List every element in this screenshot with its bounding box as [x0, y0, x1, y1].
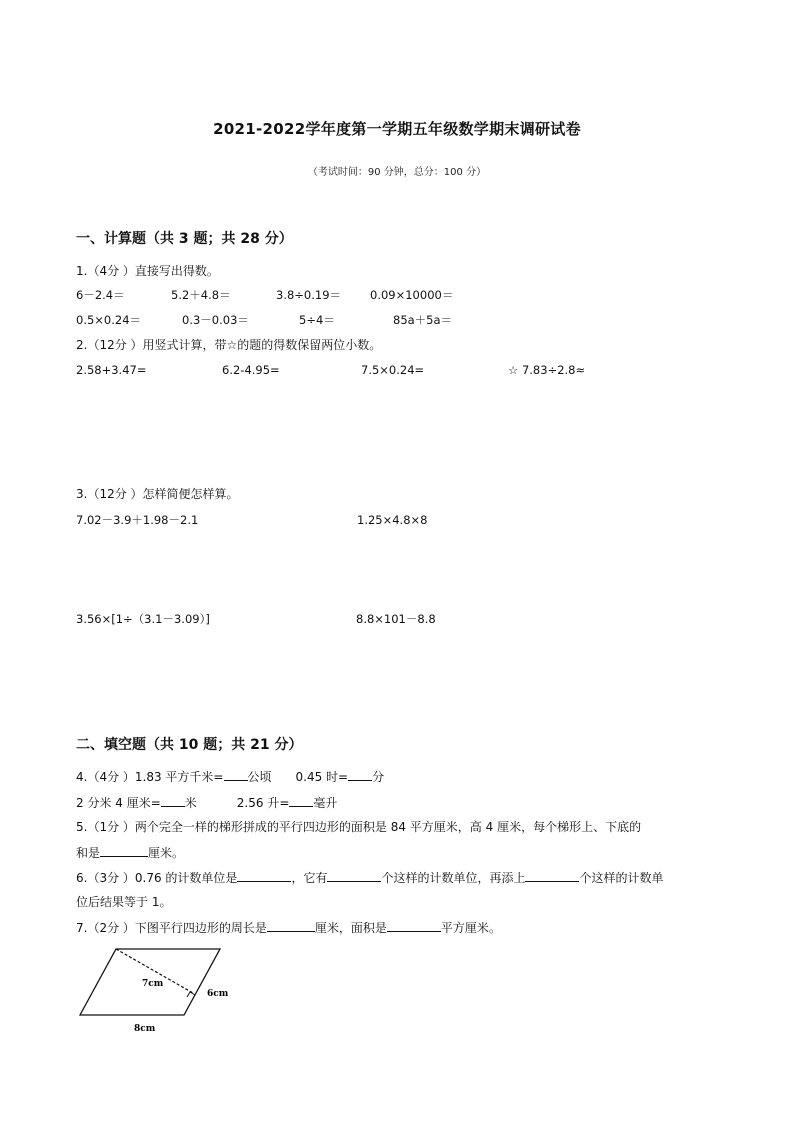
- question-6-line-1: [76, 869, 663, 886]
- q4-text: 4.（4分 ）1.83 平方千米=: [76, 770, 224, 784]
- page-title: 2021-2022学年度第一学期五年级数学期末调研试卷: [213, 120, 581, 138]
- q1-item: 3.8÷0.19＝: [276, 288, 342, 302]
- q5-text: 厘米。: [148, 846, 185, 860]
- q2-item: 2.58+3.47=: [76, 363, 147, 377]
- section-heading-fill-blank: 二、填空题（共 10 题；共 21 分）: [76, 737, 303, 753]
- question-5-line-1: 5.（1分 ）两个完全一样的梯形拼成的平行四边形的面积是 84 平方厘米，高 4 厘米，每个梯形上、下底的: [76, 820, 642, 834]
- q4-text: 分: [372, 770, 385, 784]
- q1-item: 85a＋5a＝: [393, 313, 453, 327]
- answer-blank[interactable]: [267, 919, 315, 932]
- q6-text: 个这样的计数单: [579, 871, 664, 885]
- answer-blank[interactable]: [387, 919, 441, 932]
- answer-blank[interactable]: [525, 869, 579, 882]
- q7-text: 7.（2分 ）下图平行四边形的周长是: [76, 921, 267, 935]
- question-4-line-2: [76, 794, 337, 811]
- q2-item: 7.5×0.24=: [361, 363, 425, 377]
- question-7-line: [76, 919, 501, 936]
- question-5-line-2: [76, 844, 184, 861]
- q2-item: 6.2-4.95=: [222, 363, 280, 377]
- answer-blank[interactable]: [237, 869, 291, 882]
- q4-text: 2.56 升=: [236, 796, 290, 810]
- q6-text: 个这样的计数单位，再添上: [381, 871, 526, 885]
- q6-text: ，它有: [291, 871, 328, 885]
- label-base: 8cm: [134, 1024, 156, 1034]
- answer-blank[interactable]: [100, 844, 148, 857]
- q4-text: 米: [184, 796, 197, 810]
- label-diagonal: 7cm: [142, 979, 164, 989]
- q4-text: 0.45 时=: [295, 770, 349, 784]
- q5-text: 和是: [76, 846, 101, 860]
- answer-blank[interactable]: [224, 768, 248, 781]
- q7-text: 厘米，面积是: [314, 921, 387, 935]
- question-1-stem: 1.（4分 ）直接写出得数。: [76, 264, 219, 278]
- answer-blank[interactable]: [161, 794, 185, 807]
- q1-item: 0.5×0.24＝: [76, 313, 142, 327]
- section-heading-calculation: 一、计算题（共 3 题；共 28 分）: [76, 231, 293, 247]
- q7-text: 平方厘米。: [440, 921, 501, 935]
- q4-text: 毫升: [313, 796, 338, 810]
- q1-item: 5÷4＝: [299, 313, 335, 327]
- question-4-line-1: [76, 768, 384, 785]
- question-3-stem: 3.（12分 ）怎样简便怎样算。: [76, 487, 239, 501]
- q1-item: 0.09×10000＝: [370, 288, 454, 302]
- q3-item: 3.56×[1÷（3.1－3.09）]: [76, 612, 210, 626]
- answer-blank[interactable]: [348, 768, 372, 781]
- q1-item: 6－2.4＝: [76, 288, 125, 302]
- q1-item: 0.3－0.03＝: [182, 313, 249, 327]
- answer-blank[interactable]: [327, 869, 381, 882]
- q4-text: 2 分米 4 厘米=: [76, 796, 161, 810]
- parallelogram-figure: [70, 943, 230, 1038]
- question-6-line-2: 位后结果等于 1。: [76, 895, 172, 909]
- q3-item: 7.02－3.9＋1.98－2.1: [76, 513, 199, 527]
- question-2-stem: 2.（12分 ）用竖式计算，带☆的题的得数保留两位小数。: [76, 338, 382, 352]
- q4-text: 公顷: [247, 770, 272, 784]
- q3-item: 8.8×101－8.8: [356, 612, 436, 626]
- label-side: 6cm: [207, 989, 229, 999]
- q3-item: 1.25×4.8×8: [357, 513, 428, 527]
- q1-item: 5.2＋4.8＝: [171, 288, 231, 302]
- exam-info: （考试时间：90 分钟，总分：100 分）: [307, 167, 487, 178]
- q6-text: 6.（3分 ）0.76 的计数单位是: [76, 871, 238, 885]
- q2-item: ☆ 7.83÷2.8≈: [508, 363, 586, 377]
- answer-blank[interactable]: [289, 794, 313, 807]
